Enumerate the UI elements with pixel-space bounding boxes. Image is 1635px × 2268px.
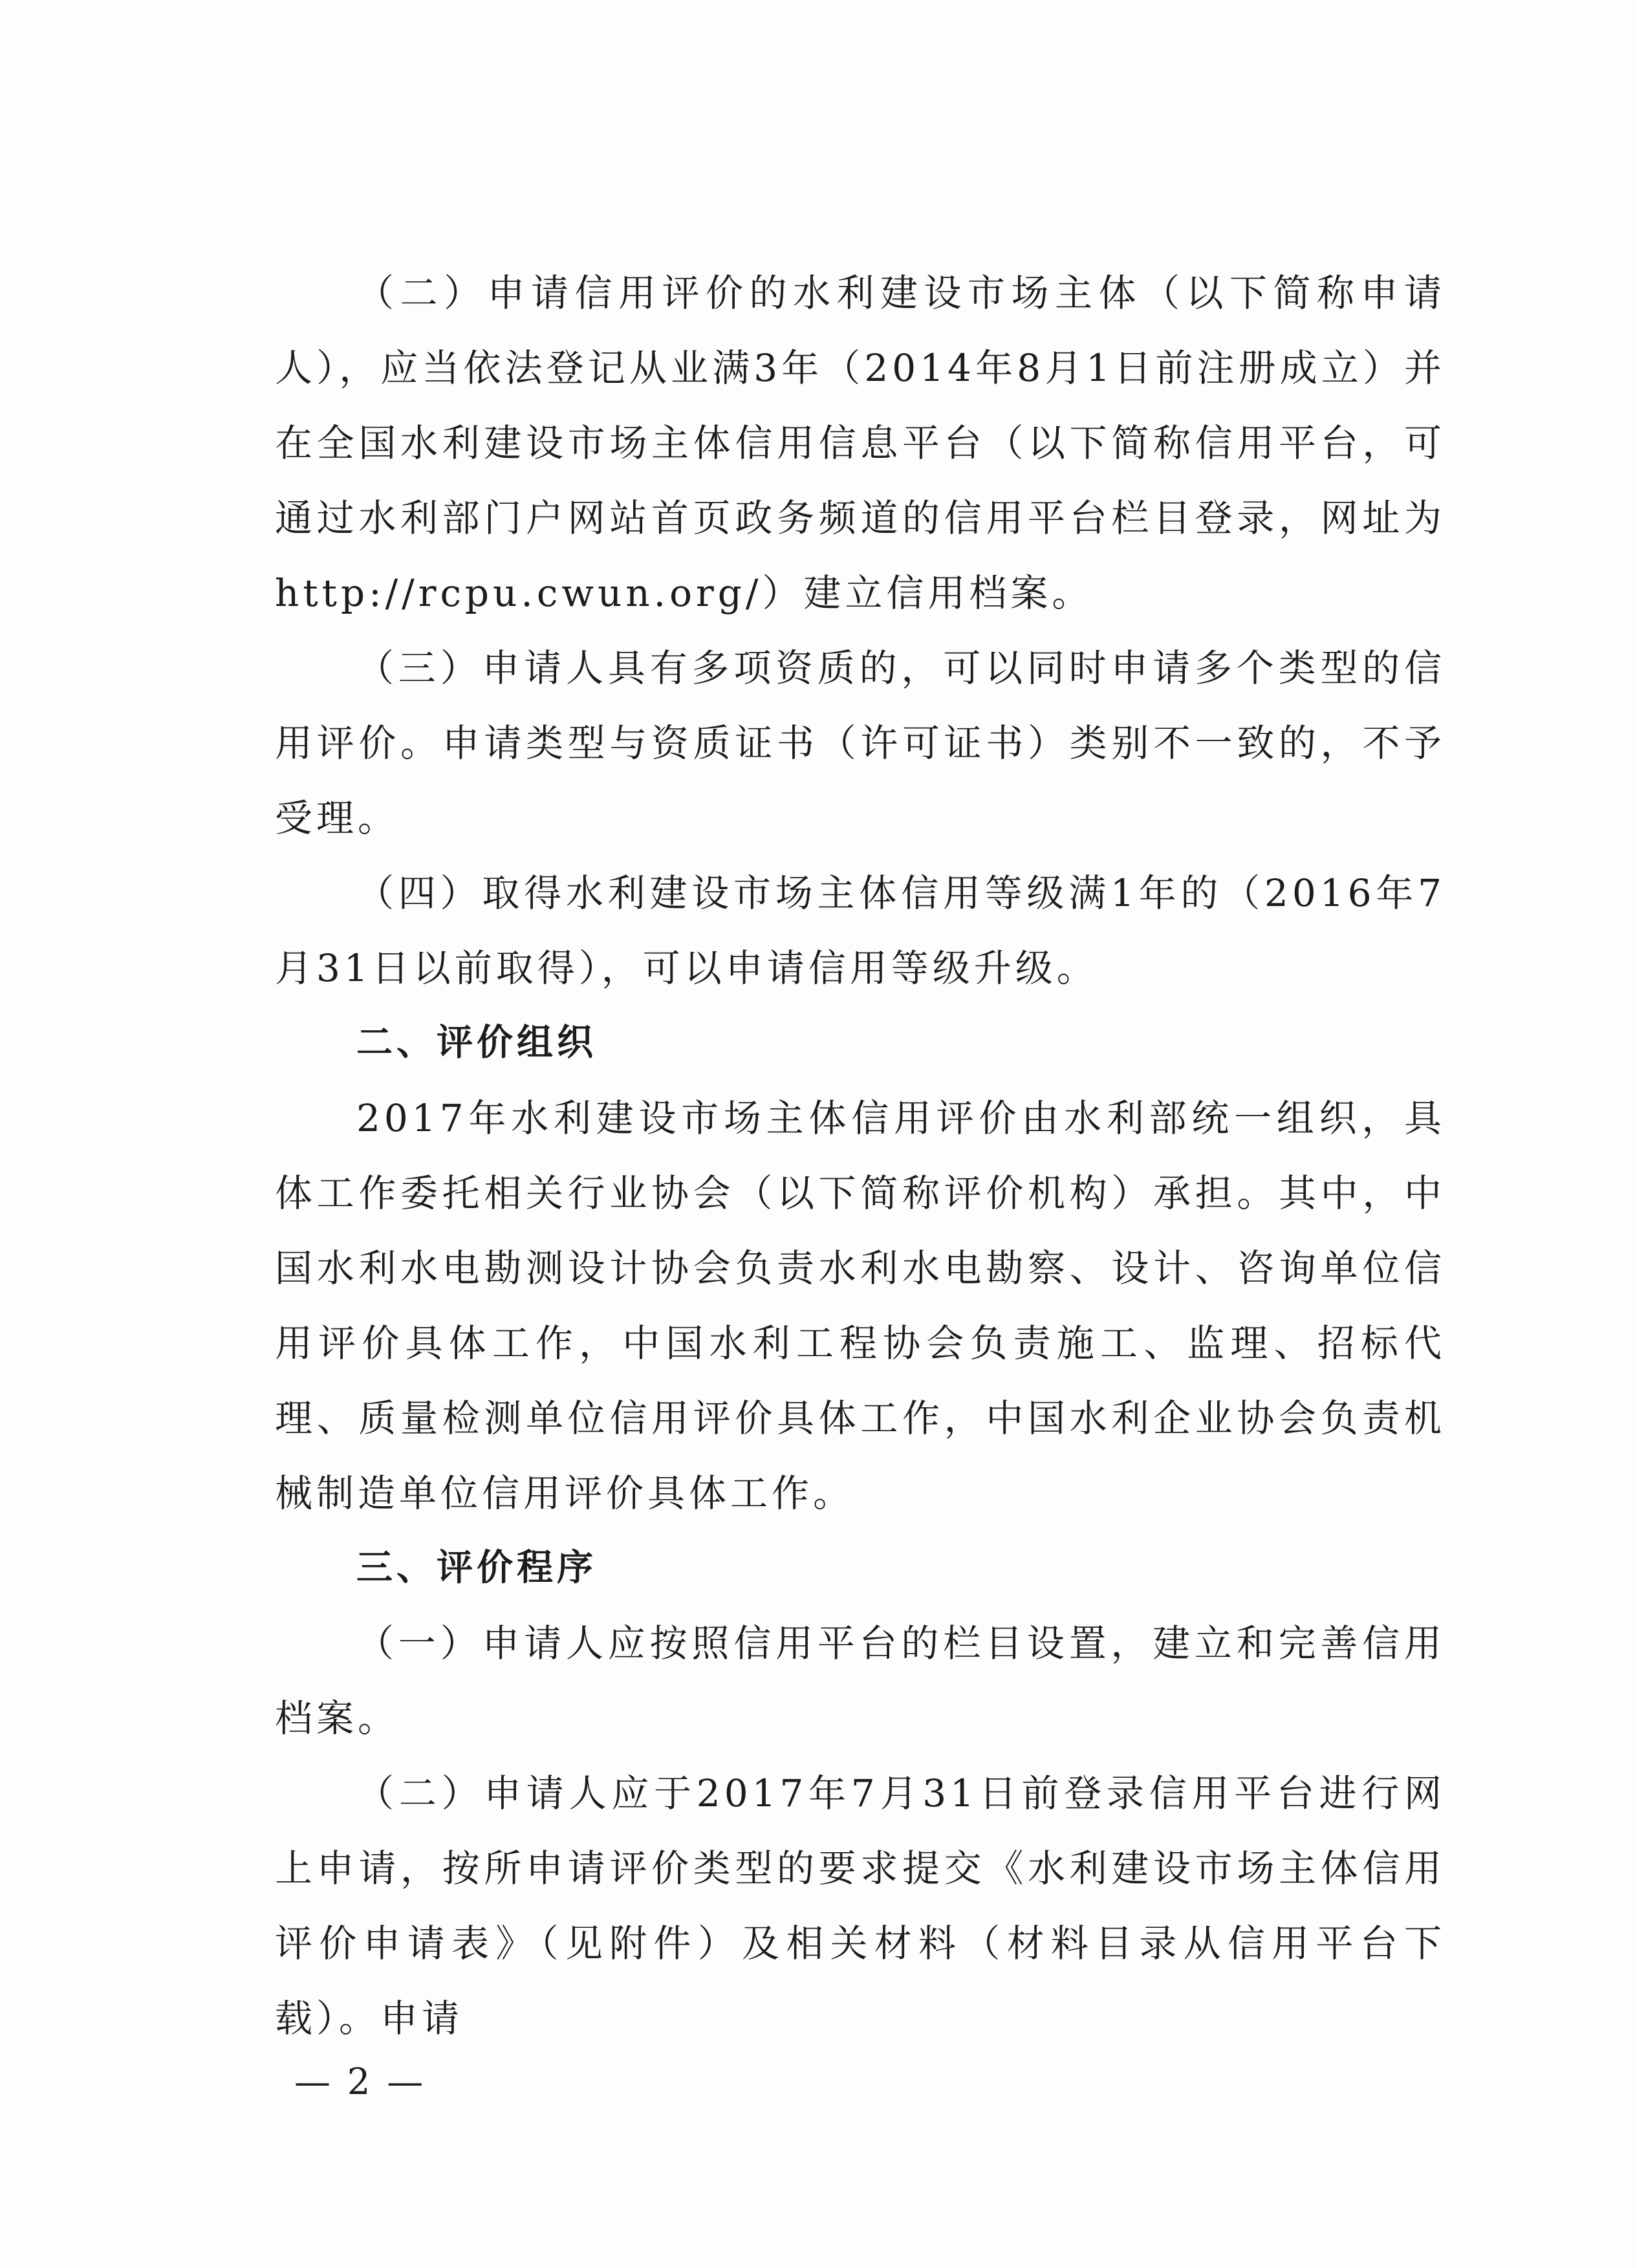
paragraph-evaluation-organization: 2017年水利建设市场主体信用评价由水利部统一组织，具体工作委托相关行业协会（以下简称评价机构）承担。其中，中国水利水电勘测设计协会负责水利水电勘察、设计、咨询单位信用评价具体工作，中国水利工程协会负责施工、监理、招标代理、质量检测单位信用评价具体工作，中国水利企业协会负责机械制造单位信用评价具体工作。 xyxy=(275,1096,1446,1515)
paragraph-applicant-registration: （二）申请信用评价的水利建设市场主体（以下简称申请人），应当依法登记从业满3年（2014年8月1日前注册成立）并在全国水利建设市场主体信用信息平台（以下简称信用平台，可通过水利部门户网站首页政务频道的信用平台栏目登录，网址为http://rcpu.cwun.org/）建立信用档案。 xyxy=(275,271,1446,615)
page-number: — 2 — xyxy=(294,2061,426,2103)
paragraph-procedure-step-2: （二）申请人应于2017年7月31日前登录信用平台进行网上申请，按所申请评价类型的要求提交《水利建设市场主体信用评价申请表》（见附件）及相关材料（材料目录从信用平台下载）。申请 xyxy=(275,1771,1446,2040)
paragraph-multiple-qualifications: （三）申请人具有多项资质的，可以同时申请多个类型的信用评价。申请类型与资质证书（许可证书）类别不一致的，不予受理。 xyxy=(275,646,1446,840)
paragraph-level-upgrade: （四）取得水利建设市场主体信用等级满1年的（2016年7月31日以前取得），可以申请信用等级升级。 xyxy=(275,871,1446,990)
document-body xyxy=(275,255,1446,2056)
section-heading-evaluation-organization: 二、评价组织 xyxy=(356,1022,597,1064)
paragraph-procedure-step-1: （一）申请人应按照信用平台的栏目设置，建立和完善信用档案。 xyxy=(275,1621,1446,1740)
section-heading-evaluation-procedure: 三、评价程序 xyxy=(356,1547,597,1589)
